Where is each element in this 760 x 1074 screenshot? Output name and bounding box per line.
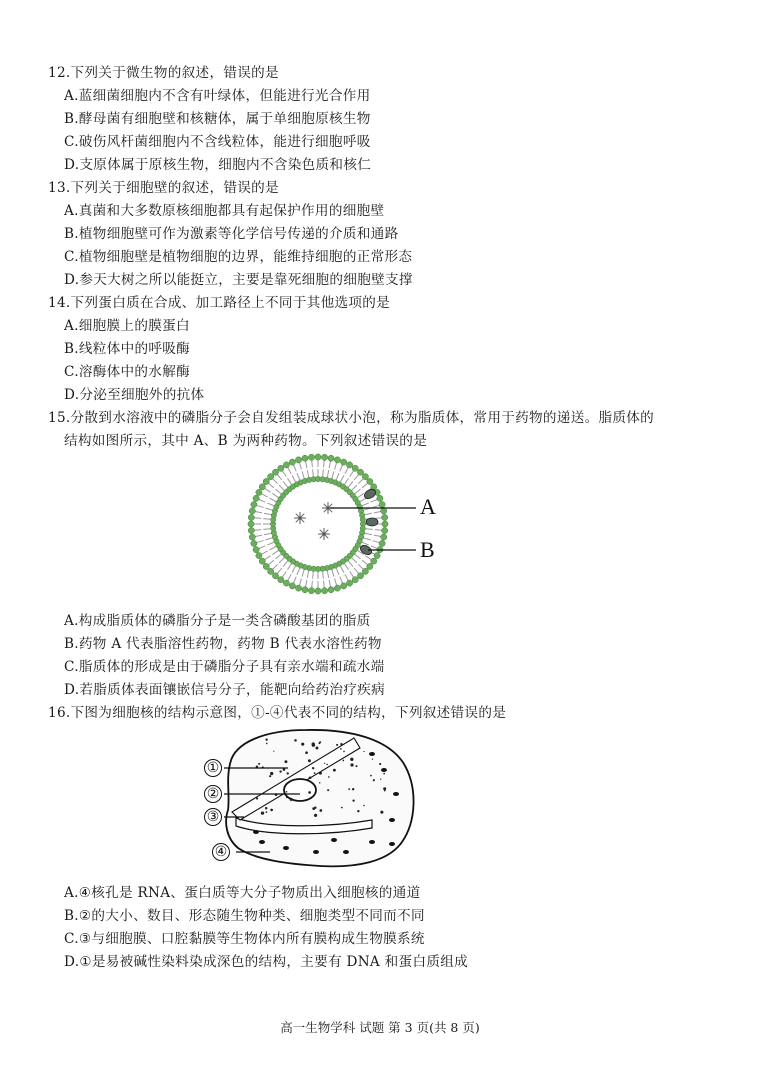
question-12-option-c: C.破伤风杆菌细胞内不含线粒体，能进行细胞呼吸 <box>64 134 371 150</box>
nucleus-figure <box>196 724 426 870</box>
question-16-option-b: B.②的大小、数目、形态随生物种类、细胞类型不同而不同 <box>64 908 425 924</box>
question-15-option-c: C.脂质体的形成是由于磷脂分子具有亲水端和疏水端 <box>64 659 385 675</box>
question-12-stem: 12.下列关于微生物的叙述，错误的是 <box>48 65 279 81</box>
figure-label-a: A <box>420 494 436 519</box>
figure-label-b: B <box>420 537 435 562</box>
question-12-option-d: D.支原体属于原核生物，细胞内不含染色质和核仁 <box>64 157 372 173</box>
question-14-option-c: C.溶酶体中的水解酶 <box>64 364 190 380</box>
page-footer: 高一生物学科 试题 第 3 页(共 8 页) <box>280 1020 480 1035</box>
question-16-option-c: C.③与细胞膜、口腔黏膜等生物体内所有膜构成生物膜系统 <box>64 931 425 947</box>
question-15-stem-line-2: 结构如图所示，其中 A、B 为两种药物。下列叙述错误的是 <box>64 433 428 449</box>
question-13-option-a: A.真菌和大多数原核细胞都具有起保护作用的细胞壁 <box>64 203 385 219</box>
question-16-option-a: A.④核孔是 RNA、蛋白质等大分子物质出入细胞核的通道 <box>64 885 421 901</box>
question-15-stem-line-1: 15.分散到水溶液中的磷脂分子会自发组装成球状小泡，称为脂质体，常用于药物的递送。脂质体的 <box>48 410 655 426</box>
question-15-option-b: B.药物 A 代表脂溶性药物，药物 B 代表水溶性药物 <box>64 636 382 652</box>
question-13-option-d: D.参天大树之所以能挺立，主要是靠死细胞的细胞壁支撑 <box>64 272 413 288</box>
question-14-option-d: D.分泌至细胞外的抗体 <box>64 387 205 403</box>
figure-label-3: ③ <box>204 808 222 826</box>
question-16-stem: 16.下图为细胞核的结构示意图，①-④代表不同的结构，下列叙述错误的是 <box>48 705 507 721</box>
question-15-option-d: D.若脂质体表面镶嵌信号分子，能靶向给药治疗疾病 <box>64 682 385 698</box>
figure-label-4: ④ <box>212 843 230 861</box>
question-16-option-d: D.①是易被碱性染料染成深色的结构，主要有 DNA 和蛋白质组成 <box>64 954 469 970</box>
question-14-option-b: B.线粒体中的呼吸酶 <box>64 341 191 357</box>
figure-label-2: ② <box>204 785 222 803</box>
nucleolus <box>284 779 316 801</box>
question-13-stem: 13.下列关于细胞壁的叙述，错误的是 <box>48 180 279 196</box>
question-15-option-a: A.构成脂质体的磷脂分子是一类含磷酸基团的脂质 <box>64 613 371 629</box>
question-14-stem: 14.下列蛋白质在合成、加工路径上不同于其他选项的是 <box>48 295 391 311</box>
question-13-option-b: B.植物细胞壁可作为激素等化学信号传递的介质和通路 <box>64 226 399 242</box>
drug-a-molecules <box>294 502 334 540</box>
figure-label-1: ① <box>204 759 222 777</box>
question-14-option-a: A.细胞膜上的膜蛋白 <box>64 318 190 334</box>
question-13-option-c: C.植物细胞壁是植物细胞的边界，能维持细胞的正常形态 <box>64 249 413 265</box>
liposome-figure <box>238 452 458 602</box>
question-12-option-b: B.酵母菌有细胞壁和核糖体，属于单细胞原核生物 <box>64 111 371 127</box>
question-12-option-a: A.蓝细菌细胞内不含有叶绿体，但能进行光合作用 <box>64 88 371 104</box>
